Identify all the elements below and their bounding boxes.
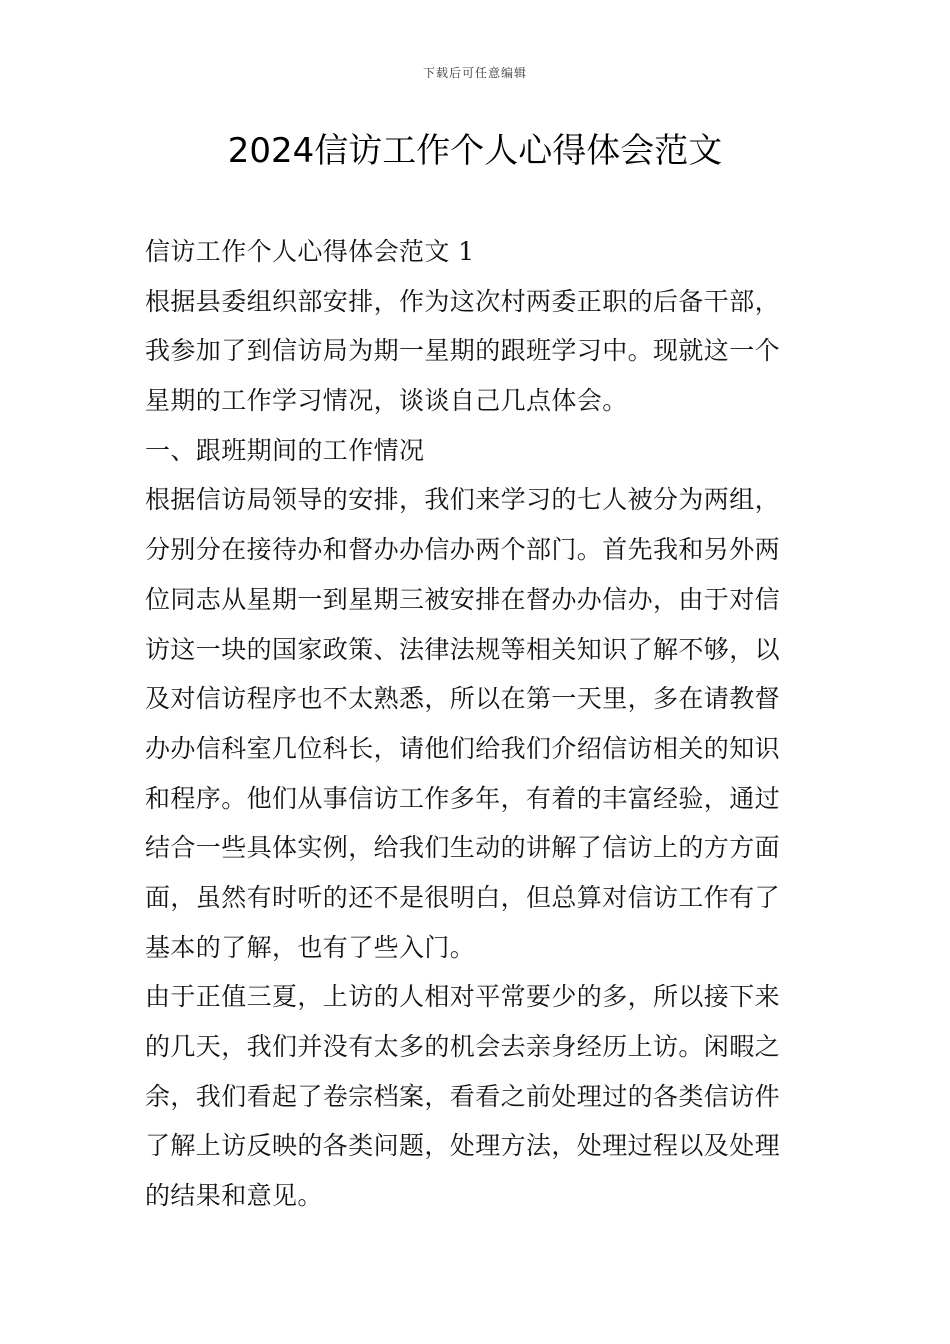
body-line: 我参加了到信访局为期一星期的跟班学习中。现就这一个 [145,336,781,366]
subsection-heading: 一、跟班期间的工作情况 [145,435,425,465]
body-line: 和程序。他们从事信访工作多年，有着的丰富经验，通过 [145,783,781,813]
body-line: 由于正值三夏，上访的人相对平常要少的多，所以接下来 [145,982,781,1012]
body-line: 了解上访反映的各类问题，处理方法，处理过程以及处理 [145,1131,781,1161]
body-line: 位同志从星期一到星期三被安排在督办办信办，由于对信 [145,584,781,614]
body-line: 的几天，我们并没有太多的机会去亲身经历上访。闲暇之 [145,1032,781,1061]
header-note: 下载后可任意编辑 [422,66,527,80]
document-title: 2024信访工作个人心得体会范文 [227,131,723,171]
body-line: 结合一些具体实例，给我们生动的讲解了信访上的方方面 [145,833,781,863]
body-line: 办办信科室几位科长，请他们给我们介绍信访相关的知识 [145,733,781,763]
body-line: 星期的工作学习情况，谈谈自己几点体会。 [145,386,628,416]
body-line: 基本的了解，也有了些入门。 [145,932,476,962]
body-line: 分别分在接待办和督办办信办两个部门。首先我和另外两 [145,535,781,565]
body-line: 面，虽然有时听的还不是很明白，但总算对信访工作有了 [145,882,781,912]
section-heading: 信访工作个人心得体会范文 1 [145,237,475,266]
body-line: 余，我们看起了卷宗档案，看看之前处理过的各类信访件 [145,1081,781,1111]
document-body [145,227,807,1221]
body-line: 及对信访程序也不太熟悉，所以在第一天里，多在请教督 [145,684,781,714]
body-line: 访这一块的国家政策、法律法规等相关知识了解不够，以 [145,634,781,664]
body-line: 的结果和意见。 [145,1181,323,1211]
body-line: 根据县委组织部安排，作为这次村两委正职的后备干部， [145,286,781,316]
body-line: 根据信访局领导的安排，我们来学习的七人被分为两组， [145,485,781,515]
